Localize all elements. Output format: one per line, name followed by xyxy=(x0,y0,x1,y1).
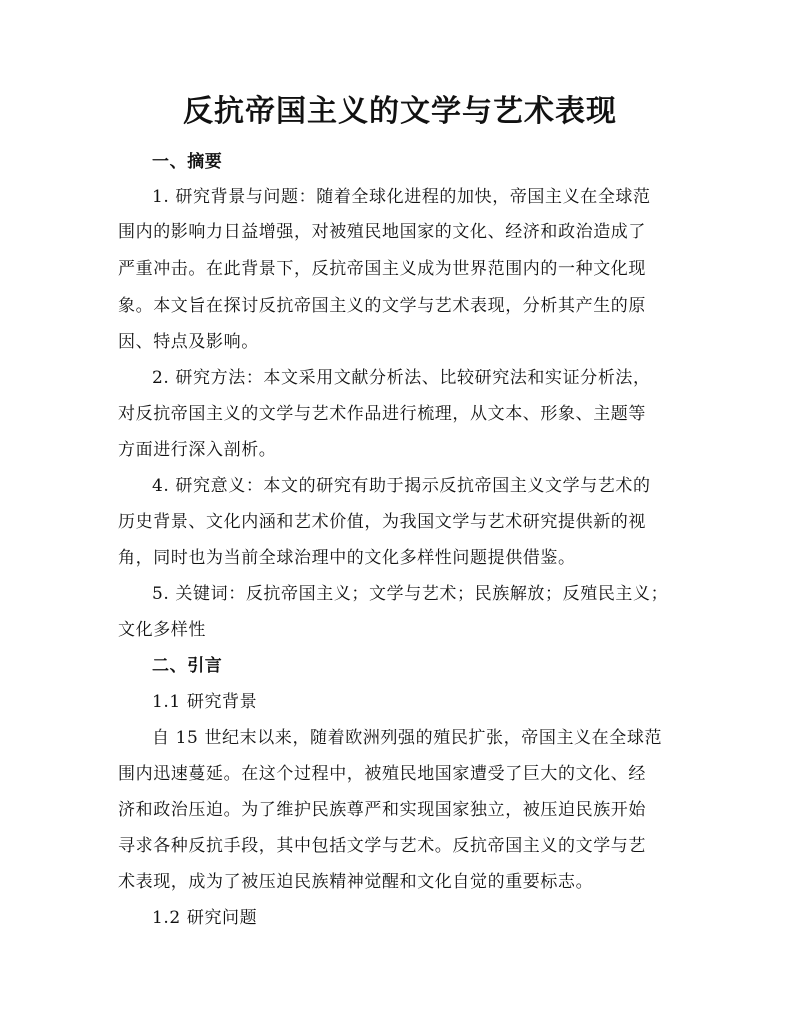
section-heading-abstract: 一、摘要 xyxy=(152,152,223,172)
paragraph-line: 象。本文旨在探讨反抗帝国主义的文学与艺术表现，分析其产生的原 xyxy=(118,296,646,316)
keywords-line: 5. 关键词：反抗帝国主义；文学与艺术；民族解放；反殖民主义； xyxy=(152,584,669,604)
keywords-line: 文化多样性 xyxy=(118,620,206,640)
paragraph-line: 自 15 世纪末以来，随着欧洲列强的殖民扩张，帝国主义在全球范 xyxy=(152,728,663,748)
paragraph-line: 术表现，成为了被压迫民族精神觉醒和文化自觉的重要标志。 xyxy=(118,872,594,892)
paragraph-line: 济和政治压迫。为了维护民族尊严和实现国家独立，被压迫民族开始 xyxy=(118,800,646,820)
paragraph-line: 围内的影响力日益增强，对被殖民地国家的文化、经济和政治造成了 xyxy=(118,222,646,242)
paragraph-line: 对反抗帝国主义的文学与艺术作品进行梳理，从文本、形象、主题等 xyxy=(118,404,646,424)
paragraph-line: 1. 研究背景与问题：随着全球化进程的加快，帝国主义在全球范 xyxy=(152,187,651,207)
paragraph-line: 严重冲击。在此背景下，反抗帝国主义成为世界范围内的一种文化现 xyxy=(118,259,646,279)
paragraph-line: 因、特点及影响。 xyxy=(118,332,259,352)
section-heading-introduction: 二、引言 xyxy=(152,656,223,676)
document-title: 反抗帝国主义的文学与艺术表现 xyxy=(183,94,617,129)
subsection-heading: 1.2 研究问题 xyxy=(152,908,258,928)
paragraph-line: 4. 研究意义：本文的研究有助于揭示反抗帝国主义文学与艺术的 xyxy=(152,476,651,496)
paragraph-line: 寻求各种反抗手段，其中包括文学与艺术。反抗帝国主义的文学与艺 xyxy=(118,836,646,856)
paragraph-line: 方面进行深入剖析。 xyxy=(118,440,277,460)
subsection-heading: 1.1 研究背景 xyxy=(152,692,258,712)
paragraph-line: 围内迅速蔓延。在这个过程中，被殖民地国家遭受了巨大的文化、经 xyxy=(118,764,646,784)
paragraph-line: 2. 研究方法：本文采用文献分析法、比较研究法和实证分析法， xyxy=(152,368,651,388)
paragraph-line: 历史背景、文化内涵和艺术价值，为我国文学与艺术研究提供新的视 xyxy=(118,512,646,532)
paragraph-line: 角，同时也为当前全球治理中的文化多样性问题提供借鉴。 xyxy=(118,548,576,568)
